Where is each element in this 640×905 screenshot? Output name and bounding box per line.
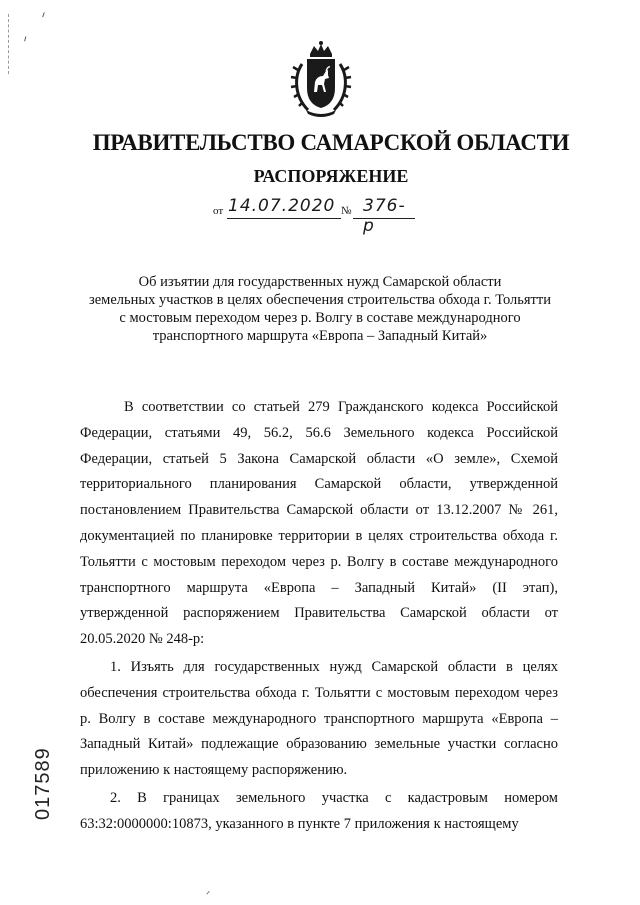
handwritten-number: 376-р [363,196,406,236]
subject-line: земельных участков в целях обеспечения строительства обхода г. Тольятти [89,292,551,308]
number-label: № [341,205,352,217]
item-1-paragraph: 1. Изъять для государственных нужд Самарской области в целях обеспечения строительства обхода г. Тольятти с мостовым переходом через р. Волгу в составе международного транспортного маршрута «Европа – Западный Китай» подлежащие образованию земельные участки согласно приложению к настоящему распоряжению. [80,658,558,779]
margin-mark: ᐟ [39,9,50,25]
number-underline [353,218,415,219]
subject-line: транспортного маршрута «Европа – Западный Китай» [152,328,488,344]
samara-coat-of-arms-emblem [288,40,354,118]
document-type: РАСПОРЯЖЕНИЕ [253,166,409,186]
item-2-paragraph: 2. В границах земельного участка с кадастровым номером 63:32:0000000:10873, указанного в пункте 7 приложения к настоящему [80,789,558,832]
document-body [80,395,558,838]
date-label: от [213,205,224,217]
subject-line: Об изъятии для государственных нужд Самарской области [138,274,502,290]
bottom-margin-mark: ᐟ [206,890,211,901]
handwritten-date: 14.07.2020 [228,196,336,216]
preamble-paragraph: В соответствии со статьей 279 Гражданского кодекса Российской Федерации, статьями 49, 56.2, 56.6 Земельного кодекса Российской Федерации, статьей 5 Закона Самарской области «О земле», Схемой территориального планирования Самарской области, утвержденной постановлением Правительства Самарской области от 13.12.2007 № 261, документацией по планировке территории в целях строительства обхода г. Тольятти с мостовым переходом через р. Волгу в составе международного транспортного маршрута «Европа – Западный Китай» (II этап), утвержденной распоряжением Правительства Самарской области от 20.05.2020 № 248-р: [80,399,558,648]
government-title: ПРАВИТЕЛЬСТВО САМАРСКОЙ ОБЛАСТИ [92,130,570,155]
document-subject [60,273,580,345]
serial-number: 017589 [32,747,54,820]
margin-mark: ᐟ [21,33,32,49]
date-underline [227,218,341,219]
subject-line: с мостовым переходом через р. Волгу в составе международного [119,310,521,326]
margin-line [8,14,10,74]
